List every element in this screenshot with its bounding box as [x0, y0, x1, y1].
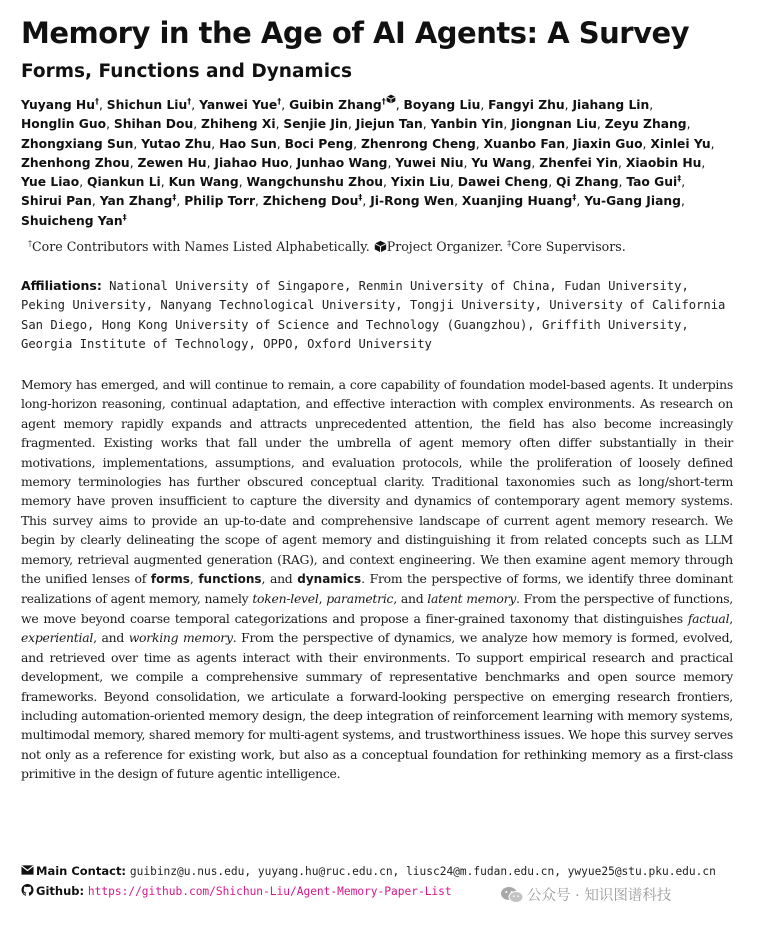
abstract-segment: , and [393, 591, 428, 607]
author-name: Jiaxin Guo [572, 136, 643, 151]
author-name: Qiankun Li [87, 175, 161, 190]
paper-subtitle: Forms, Functions and Dynamics [21, 61, 353, 82]
author-name: Jiejun Tan [355, 117, 423, 132]
github-icon [21, 884, 34, 896]
author-name: Zhenfei Yin [539, 155, 619, 170]
abstract-segment: . From the perspective of dynamics, we analyze how memory is formed, evolved, and retrieved over time as agents interact with their environments. To support empirical research and practical development, we compile a comprehensive summary of representative benchmarks and open source memory frameworks. Beyond consolidation, we articulate a forward-looking perspective on emerging research frontiers, including automation-oriented memory design, the deep integration of reinforcement learning with memory systems, multimodal memory, shared memory for multi-agent systems, and trustworthiness issues. We hope this survey serves not only as a reference for existing work, but also as a conceptual foundation for rethinking memory as a first-class primitive in the design of future agentic intelligence. [21, 630, 733, 782]
author-mark: † [187, 97, 192, 106]
abstract-segment: , [729, 610, 733, 626]
author-name: Kun Wang [168, 175, 239, 190]
github-link[interactable]: https://github.com/Shichun-Liu/Agent-Memory-Paper-List [87, 885, 452, 898]
author-legend [28, 239, 738, 254]
core-mark: † [28, 239, 32, 248]
author-name: Shuicheng Yan [21, 213, 123, 228]
abstract-segment: parametric [326, 591, 394, 607]
author-name: Zhiheng Xi [201, 117, 276, 132]
abstract-segment: dynamics [297, 572, 362, 587]
affiliations-text: National University of Singapore, Renmin University of China, Fudan University, Peking University, Nanyang Technological University, Tongji University, University of California San Diego, Hong Kong University of Science and Technology (Guangzhou), Griffith University, Georgia Institute of Technology, OPPO, Oxford University [21, 279, 726, 352]
github-line [21, 884, 452, 898]
author-name: Wangchunshu Zhou [246, 175, 384, 190]
author-name: Yan Zhang [99, 194, 173, 209]
abstract-segment: working memory [128, 630, 233, 646]
abstract-segment: experiential [21, 630, 94, 646]
wechat-logo-icon [500, 886, 524, 904]
author-mark: ‡ [572, 193, 577, 203]
abstract-segment: forms [150, 572, 190, 587]
abstract-segment: functions [198, 572, 262, 587]
author-name: Xinlei Yu [650, 136, 711, 151]
author-name: Senjie Jin [283, 117, 348, 132]
affiliations-label: Affiliations [21, 278, 97, 293]
author-name: Dawei Cheng [457, 175, 549, 190]
author-name: Yutao Zhu [141, 136, 212, 151]
abstract-segment: . From the perspective of forms, we identify three dominant realizations of agent memory, namely [21, 571, 733, 607]
author-mark: † [381, 97, 386, 106]
abstract-segment: , [318, 591, 327, 607]
author-name: Jiongnan Liu [511, 117, 597, 132]
author-name: Yu-Gang Jiang [584, 194, 681, 209]
author-mark: ‡ [358, 193, 363, 203]
abstract-segment: , and [93, 630, 129, 646]
author-name: Yanwei Yue [199, 98, 278, 112]
author-name: Zhicheng Dou [262, 194, 359, 209]
author-name: Zhenhong Zhou [21, 155, 130, 170]
author-name: Jiahao Huo [214, 155, 289, 170]
author-mark: ‡ [677, 174, 682, 184]
author-name: Yuyang Hu [21, 98, 95, 112]
abstract-segment: factual [687, 610, 730, 626]
contact-emails[interactable]: guibinz@u.nus.edu, yuyang.hu@ruc.edu.cn, liusc24@m.fudan.edu.cn, ywyue25@stu.pku.edu.cn [129, 865, 716, 878]
author-name: Zhenrong Cheng [360, 136, 476, 151]
paper-title: Memory in the Age of AI Agents: A Survey [21, 16, 690, 50]
legend-supervisor: Core Supervisors. [511, 239, 626, 254]
author-name: Xuanjing Huang [461, 194, 573, 209]
author-name: Yue Liao [21, 175, 80, 190]
author-name: Junhao Wang [296, 155, 388, 170]
envelope-icon [21, 864, 34, 876]
author-mark: † [277, 97, 282, 106]
abstract-segment: , and [261, 571, 298, 587]
github-label: Github: [36, 884, 85, 898]
author-mark: ‡ [172, 193, 177, 203]
cube-icon [374, 240, 387, 253]
main-contact [21, 864, 741, 878]
author-name: Yixin Liu [390, 175, 450, 190]
author-name: Jiahang Lin [572, 98, 650, 112]
legend-core: Core Contributors with Names Listed Alphabetically. [32, 239, 370, 254]
cube-icon [386, 94, 396, 104]
author-name: Shirui Pan [21, 194, 92, 209]
author-name: Boci Peng [284, 136, 354, 151]
author-name: Zhongxiang Sun [21, 136, 134, 151]
author-name: Zewen Hu [137, 155, 207, 170]
author-name: Shichun Liu [106, 98, 188, 112]
abstract-segment: Memory has emerged, and will continue to remain, a core capability of foundation model-based agents. It underpins long-horizon reasoning, continual adaptation, and effective interaction with complex environments. As research on agent memory rapidly expands and attracts unprecedented attention, the field has also become increasingly fragmented. Existing works that fall under the umbrella of agent memory often differ substantially in their motivations, implementations, assumptions, and evaluation protocols, while the proliferation of loosely defined memory terminologies has further obscured conceptual clarity. Traditional taxonomies such as long/short-term memory have proven insufficient to capture the diversity and dynamics of contemporary agent memory systems. This survey aims to provide an up-to-date and comprehensive landscape of current agent memory research. We begin by clearly delineating the scope of agent memory and distinguishing it from related concepts such as LLM memory, retrieval augmented generation (RAG), and context engineering. We then examine agent memory through the unified lenses of [21, 377, 733, 587]
author-name: Yanbin Yin [430, 117, 504, 132]
author-name: Ji-Rong Wen [370, 194, 455, 209]
author-name: Honglin Guo [21, 117, 107, 132]
author-mark: † [94, 97, 99, 106]
author-name: Philip Torr [184, 194, 256, 209]
author-name: Guibin Zhang [289, 98, 382, 112]
author-name: Shihan Dou [113, 117, 194, 132]
abstract-segment: , [189, 571, 199, 587]
author-mark: ‡ [122, 212, 127, 222]
supervisor-mark: ‡ [507, 239, 512, 248]
abstract [21, 375, 733, 784]
author-name: Zeyu Zhang [604, 117, 687, 132]
author-name: Qi Zhang [556, 175, 619, 190]
abstract-segment: . From the perspective of functions, we move beyond coarse temporal categorizations and propose a finer-grained taxonomy that distinguishes [21, 591, 733, 626]
affiliations: Affiliations: National University of Singapore, Renmin University of China, Fudan University, Peking University, Nanyang Technological University, Tongji University, University of California San Diego, Hong Kong University of Science and Technology (Guangzhou), Griffith University, Georgia Institute of Technology, OPPO, Oxford University [21, 278, 726, 352]
author-name: Fangyi Zhu [488, 98, 565, 112]
author-name: Hao Sun [219, 136, 277, 151]
watermark [500, 884, 671, 905]
abstract-segment: token-level [252, 591, 319, 607]
author-name: Yu Wang [471, 155, 532, 170]
author-name: Yuwei Niu [395, 155, 464, 170]
watermark-text: 公众号 · 知识图谱科技 [527, 888, 672, 904]
author-name: Xuanbo Fan [483, 136, 566, 151]
author-name: Boyang Liu [403, 98, 481, 112]
contact-label: Main Contact: [36, 864, 127, 878]
author-name: Tao Gui [626, 175, 678, 190]
abstract-segment: latent memory [427, 591, 517, 607]
legend-organizer: Project Organizer. [386, 239, 504, 254]
author-list: Yuyang Hu†, Shichun Liu†, Yanwei Yue†, Guibin Zhang† , Boyang Liu, Fangyi Zhu, Jiahang Lin, Honglin Guo, Shihan Dou, Zhiheng Xi, Senjie Jin, Jiejun Tan, Yanbin Yin, Jiongnan Liu, Zeyu Zhang, Zhongxiang Sun, Yutao Zhu, Hao Sun, Boci Peng, Zhenrong Cheng, Xuanbo Fan, Jiaxin Guo, Xinlei Yu, Zhenhong Zhou, Zewen Hu, Jiahao Huo, Junhao Wang, Yuwei Niu, Yu Wang, Zhenfei Yin, Xiaobin Hu, Yue Liao, Qiankun Li, Kun Wang, Wangchunshu Zhou, Yixin Liu, Dawei Cheng, Qi Zhang, Tao Gui‡, Shirui Pan, Yan Zhang‡, Philip Torr, Zhicheng Dou‡, Ji-Rong Wen, Xuanjing Huang‡, Yu-Gang Jiang, Shuicheng Yan‡ [21, 94, 741, 231]
author-name: Xiaobin Hu [625, 155, 702, 170]
